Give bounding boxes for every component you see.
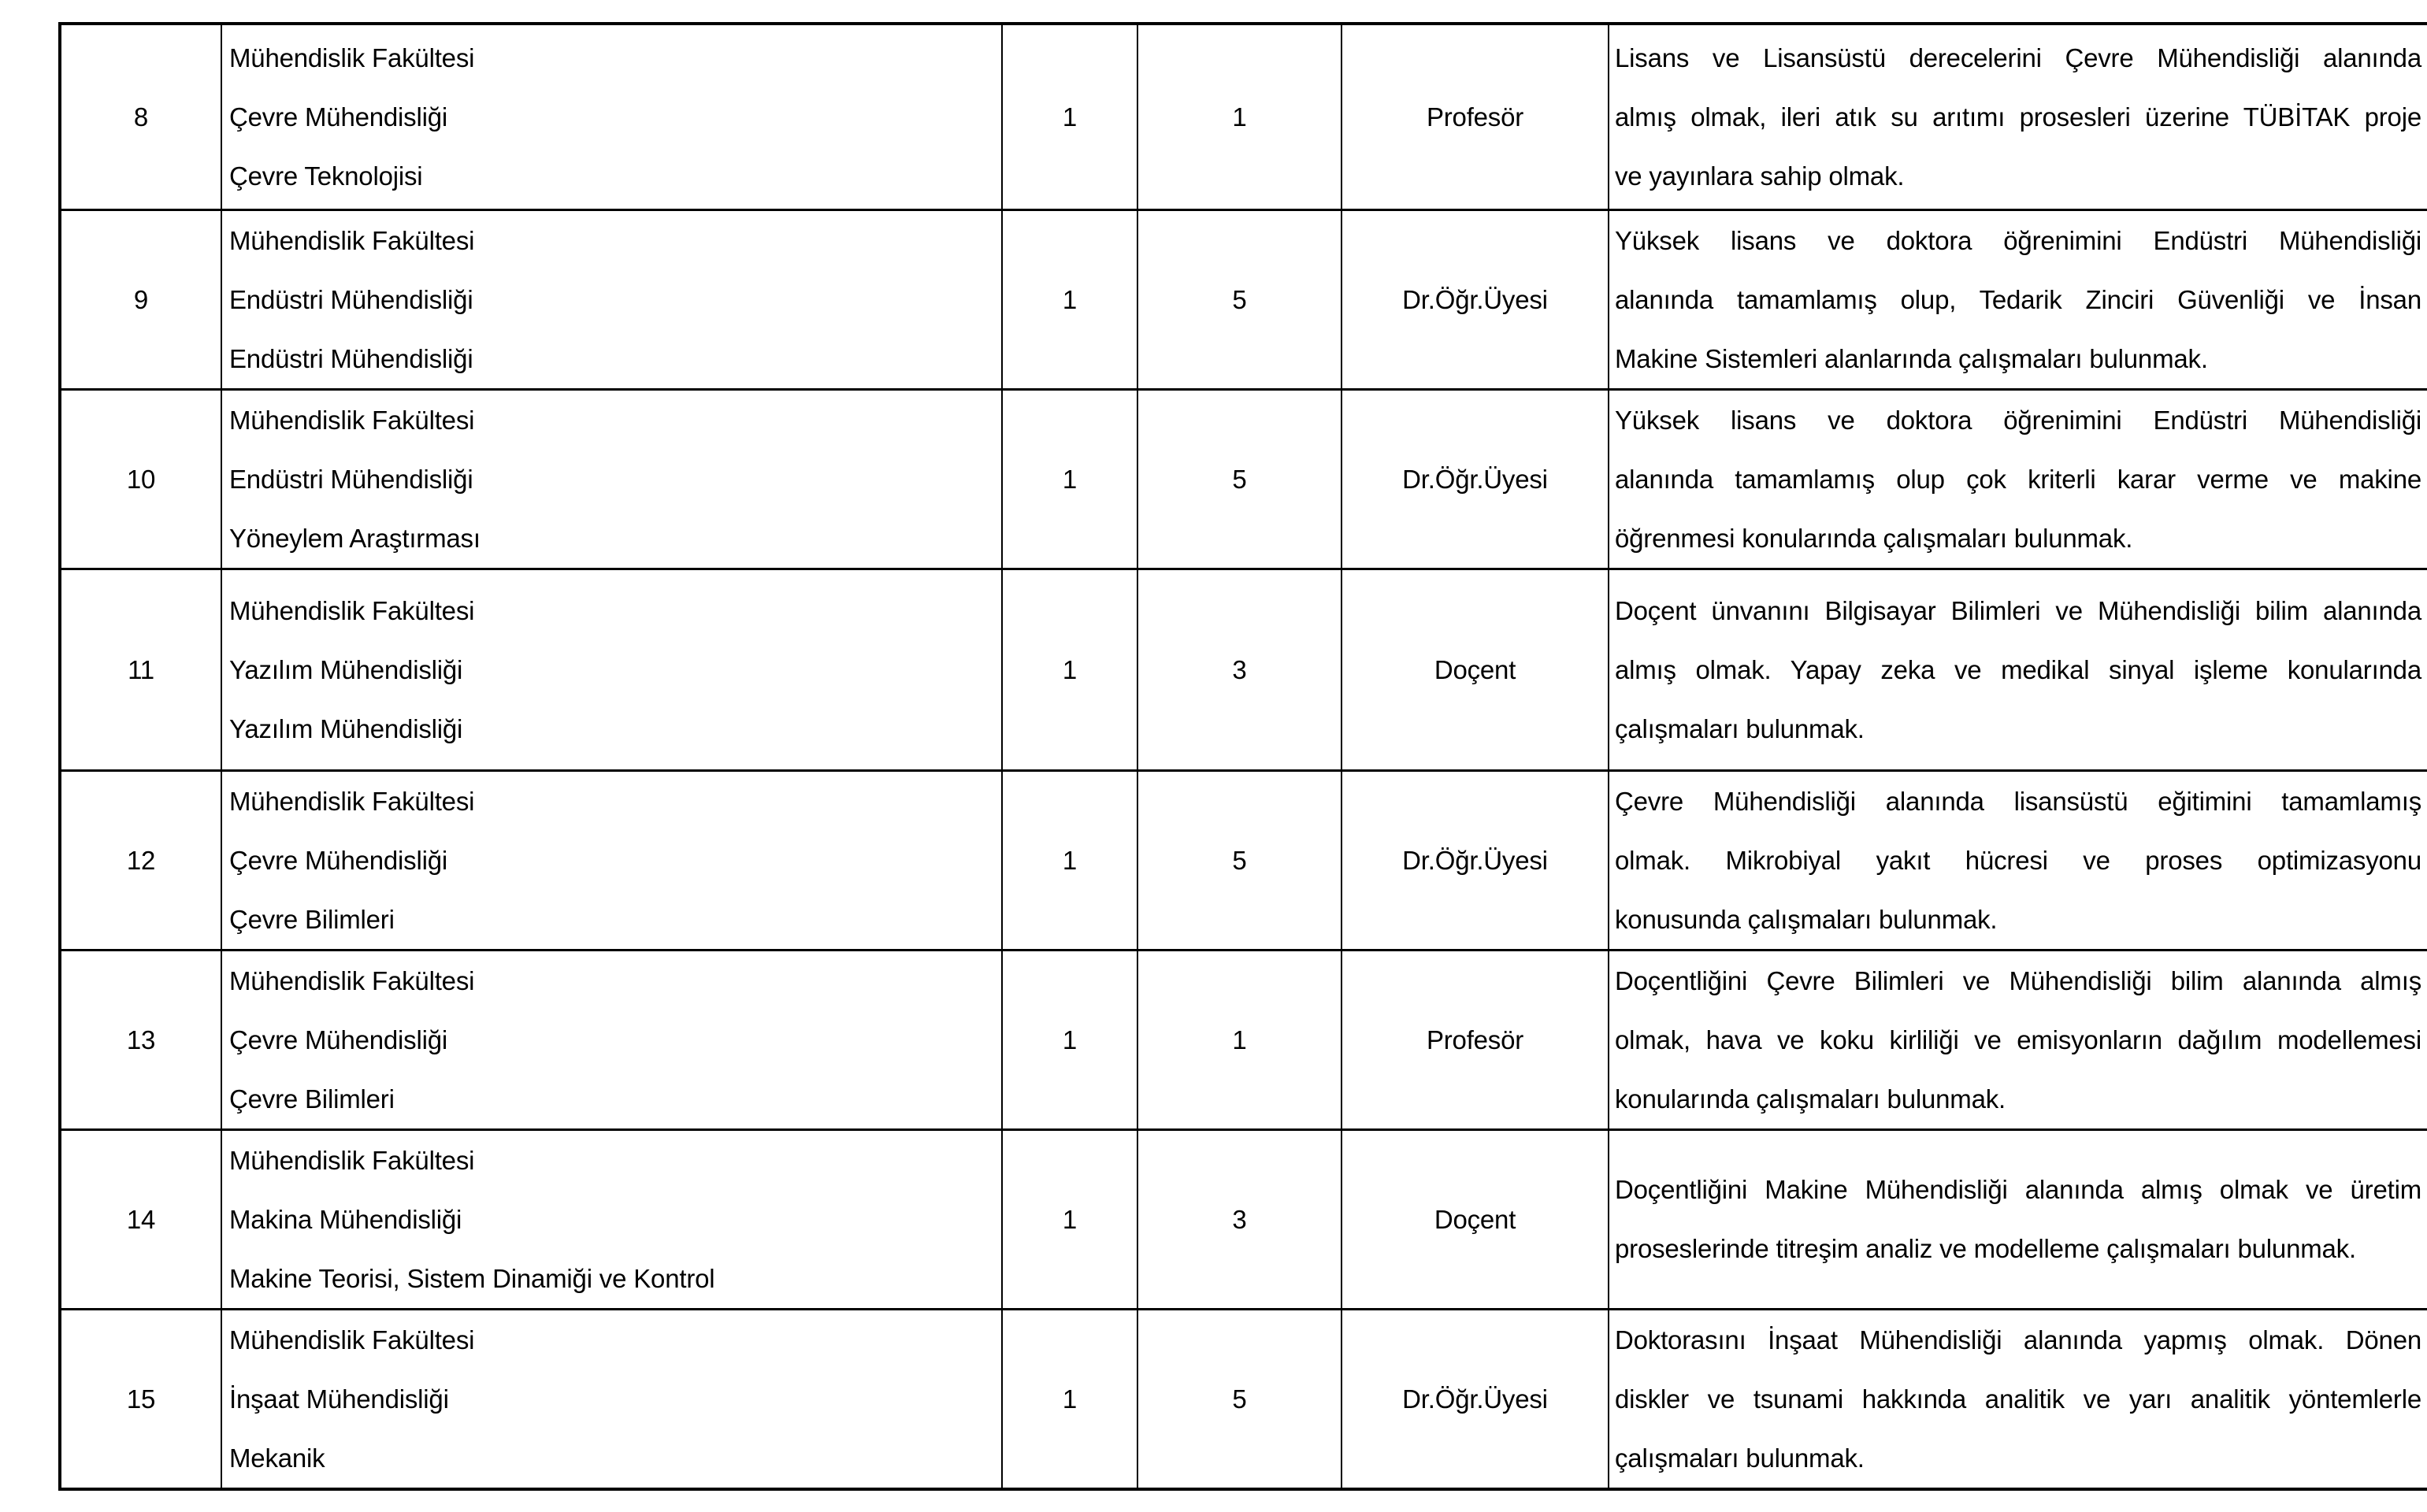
table-row (60, 209, 2427, 389)
quota-cell: 1 (1002, 950, 1137, 1129)
table-row (60, 1129, 2427, 1309)
description-text (1609, 1310, 2427, 1488)
description-line: öğrenmesi konularında çalışmaları bulunmak. (1615, 523, 2133, 553)
academic-title-cell: Dr.Öğr.Üyesi (1342, 389, 1609, 569)
description-line: konusunda çalışmaları bulunmak. (1615, 904, 1998, 934)
department-cell (221, 770, 1002, 950)
degree-cell: 3 (1137, 1129, 1342, 1309)
description-line: Doktorasını İnşaat Mühendisliği alanında yapmış olmak. Dönen (1615, 1325, 2421, 1354)
quota-cell: 1 (1002, 1129, 1137, 1309)
academic-title-cell: Doçent (1342, 569, 1609, 770)
description-line: olmak. Mikrobiyal yakıt hücresi ve proses optimizasyonu (1615, 845, 2421, 875)
program-name: Mekanik (229, 1443, 325, 1473)
faculty-name: Mühendislik Fakültesi (229, 1145, 475, 1175)
quota-cell: 1 (1002, 389, 1137, 569)
degree-cell: 1 (1137, 950, 1342, 1129)
table-row (60, 1309, 2427, 1489)
faculty-name: Mühendislik Fakültesi (229, 1325, 475, 1354)
department-cell (221, 569, 1002, 770)
description-line: Makine Sistemleri alanlarında çalışmaları bulunmak. (1615, 343, 2208, 373)
description-line: konularında çalışmaları bulunmak. (1615, 1084, 2006, 1114)
description-cell (1609, 770, 2427, 950)
faculty-name: Mühendislik Fakültesi (229, 43, 475, 72)
description-cell (1609, 389, 2427, 569)
faculty-name: Mühendislik Fakültesi (229, 225, 475, 255)
degree-cell: 3 (1137, 569, 1342, 770)
quota-cell: 1 (1002, 569, 1137, 770)
faculty-name: Mühendislik Fakültesi (229, 405, 475, 435)
row-number-cell: 10 (60, 389, 221, 569)
description-line: alanında tamamlamış olup, Tedarik Zinciri Güvenliği ve İnsan (1615, 284, 2421, 314)
department-cell (221, 1309, 1002, 1489)
row-number-cell: 11 (60, 569, 221, 770)
description-line: Doçent ünvanını Bilgisayar Bilimleri ve Mühendisliği bilim alanında (1615, 595, 2421, 625)
description-text (1609, 581, 2427, 758)
department-name: İnşaat Mühendisliği (229, 1384, 449, 1414)
department-cell (221, 1129, 1002, 1309)
description-line: Doçentliğini Çevre Bilimleri ve Mühendisliği bilim alanında almış (1615, 965, 2421, 995)
description-line: Yüksek lisans ve doktora öğrenimini Endüstri Mühendisliği (1615, 405, 2421, 435)
description-text (1609, 211, 2427, 388)
description-cell (1609, 209, 2427, 389)
table-row (60, 770, 2427, 950)
degree-cell: 1 (1137, 24, 1342, 209)
quota-cell: 1 (1002, 770, 1137, 950)
description-line: proseslerinde titreşim analiz ve modelleme çalışmaları bulunmak. (1615, 1234, 2356, 1263)
description-cell (1609, 1129, 2427, 1309)
department-name: Çevre Mühendisliği (229, 102, 448, 132)
description-cell (1609, 24, 2427, 209)
program-name: Çevre Bilimleri (229, 904, 395, 934)
row-number-cell: 9 (60, 209, 221, 389)
description-line: çalışmaları bulunmak. (1615, 1443, 1865, 1473)
row-number-cell: 15 (60, 1309, 221, 1489)
table-row (60, 389, 2427, 569)
table-row (60, 950, 2427, 1129)
degree-cell: 5 (1137, 1309, 1342, 1489)
department-name: Endüstri Mühendisliği (229, 284, 473, 314)
description-text (1609, 1160, 2427, 1278)
description-line: ve yayınlara sahip olmak. (1615, 161, 1905, 191)
description-line: diskler ve tsunami hakkında analitik ve yarı analitik yöntemlerle (1615, 1384, 2421, 1414)
department-name: Makina Mühendisliği (229, 1204, 462, 1234)
description-line: Doçentliğini Makine Mühendisliği alanında almış olmak ve üretim (1615, 1175, 2421, 1204)
description-line: Çevre Mühendisliği alanında lisansüstü eğitimini tamamlamış (1615, 786, 2421, 816)
department-cell (221, 209, 1002, 389)
faculty-positions-table (58, 22, 2427, 1491)
academic-title-cell: Doçent (1342, 1129, 1609, 1309)
faculty-name: Mühendislik Fakültesi (229, 595, 475, 625)
quota-cell: 1 (1002, 24, 1137, 209)
department-name: Çevre Mühendisliği (229, 845, 448, 875)
academic-title-cell: Profesör (1342, 950, 1609, 1129)
description-line: alanında tamamlamış olup çok kriterli karar verme ve makine (1615, 464, 2421, 494)
description-line: Lisans ve Lisansüstü derecelerini Çevre Mühendisliği alanında (1615, 43, 2421, 72)
description-line: almış olmak, ileri atık su arıtımı prosesleri üzerine TÜBİTAK proje (1615, 102, 2421, 132)
description-text (1609, 28, 2427, 206)
academic-title-cell: Dr.Öğr.Üyesi (1342, 209, 1609, 389)
description-text (1609, 772, 2427, 949)
department-name: Yazılım Mühendisliği (229, 654, 463, 684)
degree-cell: 5 (1137, 209, 1342, 389)
description-cell (1609, 1309, 2427, 1489)
program-name: Çevre Teknolojisi (229, 161, 423, 191)
department-name: Endüstri Mühendisliği (229, 464, 473, 494)
faculty-name: Mühendislik Fakültesi (229, 786, 475, 816)
academic-title-cell: Dr.Öğr.Üyesi (1342, 770, 1609, 950)
faculty-name: Mühendislik Fakültesi (229, 965, 475, 995)
program-name: Yöneylem Araştırması (229, 523, 481, 553)
degree-cell: 5 (1137, 389, 1342, 569)
program-name: Endüstri Mühendisliği (229, 343, 473, 373)
academic-title-cell: Dr.Öğr.Üyesi (1342, 1309, 1609, 1489)
department-cell (221, 950, 1002, 1129)
department-name: Çevre Mühendisliği (229, 1025, 448, 1054)
description-cell (1609, 950, 2427, 1129)
program-name: Çevre Bilimleri (229, 1084, 395, 1114)
degree-cell: 5 (1137, 770, 1342, 950)
row-number-cell: 8 (60, 24, 221, 209)
department-cell (221, 389, 1002, 569)
quota-cell: 1 (1002, 1309, 1137, 1489)
description-line: Yüksek lisans ve doktora öğrenimini Endüstri Mühendisliği (1615, 225, 2421, 255)
row-number-cell: 13 (60, 950, 221, 1129)
description-line: çalışmaları bulunmak. (1615, 713, 1865, 743)
description-text (1609, 951, 2427, 1128)
table-row (60, 24, 2427, 209)
description-text (1609, 391, 2427, 568)
row-number-cell: 12 (60, 770, 221, 950)
table-row (60, 569, 2427, 770)
program-name: Yazılım Mühendisliği (229, 713, 463, 743)
description-line: almış olmak. Yapay zeka ve medikal sinyal işleme konularında (1615, 654, 2421, 684)
description-line: olmak, hava ve koku kirliliği ve emisyonların dağılım modellemesi (1615, 1025, 2421, 1054)
row-number-cell: 14 (60, 1129, 221, 1309)
department-cell (221, 24, 1002, 209)
academic-title-cell: Profesör (1342, 24, 1609, 209)
quota-cell: 1 (1002, 209, 1137, 389)
program-name: Makine Teorisi, Sistem Dinamiği ve Kontrol (229, 1263, 715, 1293)
description-cell (1609, 569, 2427, 770)
